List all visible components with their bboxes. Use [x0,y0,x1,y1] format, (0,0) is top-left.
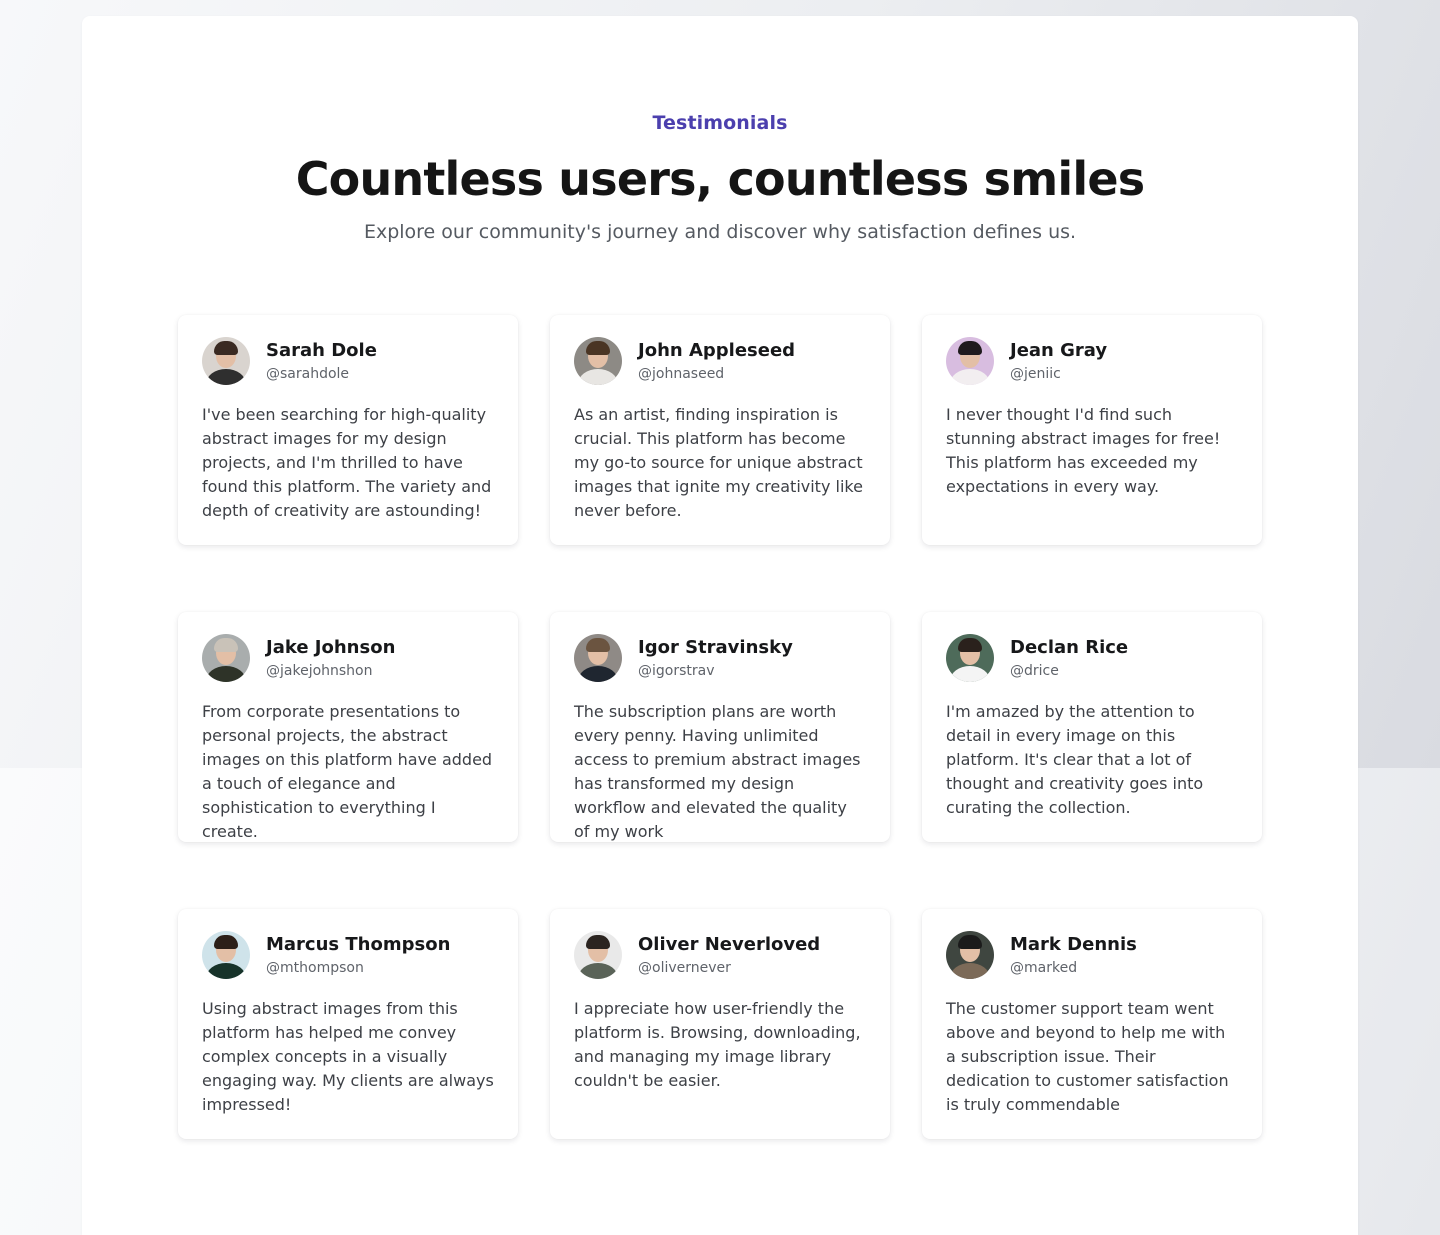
testimonial-card [550,612,890,842]
testimonial-card [550,909,890,1139]
card-header [202,634,494,682]
author-name: Declan Rice [1010,636,1129,658]
avatar [574,634,622,682]
testimonial-quote: I'm amazed by the attention to detail in every image on this platform. It's clear that a lot of thought and creativity goes into curating the collection. [946,702,1204,817]
testimonial-quote: I appreciate how user-friendly the platform is. Browsing, downloading, and managing my image library couldn't be easier. [574,999,861,1090]
author-info [638,933,820,978]
section-subtitle: Explore our community's journey and discover why satisfaction defines us. [363,221,1077,243]
card-header [574,634,866,682]
avatar [202,337,250,385]
author-info [638,339,795,384]
author-name: Igor Stravinsky [638,636,793,658]
author-handle: @jeniic [1010,365,1061,382]
testimonials-section [82,16,1358,1235]
author-info [266,636,395,681]
testimonial-quote: I've been searching for high-quality abstract images for my design projects, and I'm thrilled to have found this platform. The variety and depth of creativity are astounding! [202,405,492,520]
testimonial-card [922,612,1262,842]
testimonial-quote: From corporate presentations to personal projects, the abstract images on this platform have added a touch of elegance and sophistication to everything I create. [202,702,493,841]
author-handle: @igorstrav [638,662,715,679]
author-name: Mark Dennis [1010,933,1137,955]
author-handle: @mthompson [266,959,364,976]
author-handle: @sarahdole [266,365,350,382]
avatar [946,931,994,979]
testimonial-card [178,909,518,1139]
author-info [1010,636,1128,681]
author-info [266,339,377,384]
card-header [574,931,866,979]
card-header [946,931,1238,979]
author-handle: @marked [1010,959,1078,976]
avatar [574,337,622,385]
author-info [266,933,450,978]
avatar [202,931,250,979]
card-header [202,931,494,979]
author-info [1010,339,1107,384]
testimonial-quote: The customer support team went above and beyond to help me with a subscription issue. Their dedication to customer satisfaction is truly commendable [946,999,1229,1114]
section-title: Countless users, countless smiles [295,152,1145,206]
testimonial-card [178,612,518,842]
card-header [946,634,1238,682]
author-name: Marcus Thompson [266,933,451,955]
author-name: Sarah Dole [266,339,377,361]
testimonial-quote: Using abstract images from this platform has helped me convey complex concepts in a visually engaging way. My clients are always impressed! [202,999,494,1114]
author-name: Jake Johnson [266,636,396,658]
author-name: John Appleseed [638,339,796,361]
author-handle: @jakejohnshon [266,662,373,679]
card-header [202,337,494,385]
testimonial-grid [178,315,1262,1139]
testimonial-card [922,909,1262,1139]
section-eyebrow: Testimonials [652,112,788,134]
card-header [574,337,866,385]
author-handle: @olivernever [638,959,731,976]
avatar [574,931,622,979]
author-handle: @johnaseed [638,365,725,382]
author-name: Oliver Neverloved [638,933,821,955]
author-handle: @drice [1010,662,1059,679]
author-info [638,636,793,681]
testimonial-quote: I never thought I'd find such stunning abstract images for free! This platform has exceeded my expectations in every way. [946,405,1221,496]
avatar [946,634,994,682]
author-name: Jean Gray [1010,339,1108,361]
testimonial-quote: As an artist, finding inspiration is crucial. This platform has become my go-to source for unique abstract images that ignite my creativity like never before. [574,405,863,520]
avatar [202,634,250,682]
testimonial-quote: The subscription plans are worth every penny. Having unlimited access to premium abstract images has transformed my design workflow and elevated the quality of my work [574,702,861,841]
card-header [946,337,1238,385]
testimonial-card [922,315,1262,545]
testimonial-card [178,315,518,545]
avatar [946,337,994,385]
author-info [1010,933,1137,978]
testimonial-card [550,315,890,545]
